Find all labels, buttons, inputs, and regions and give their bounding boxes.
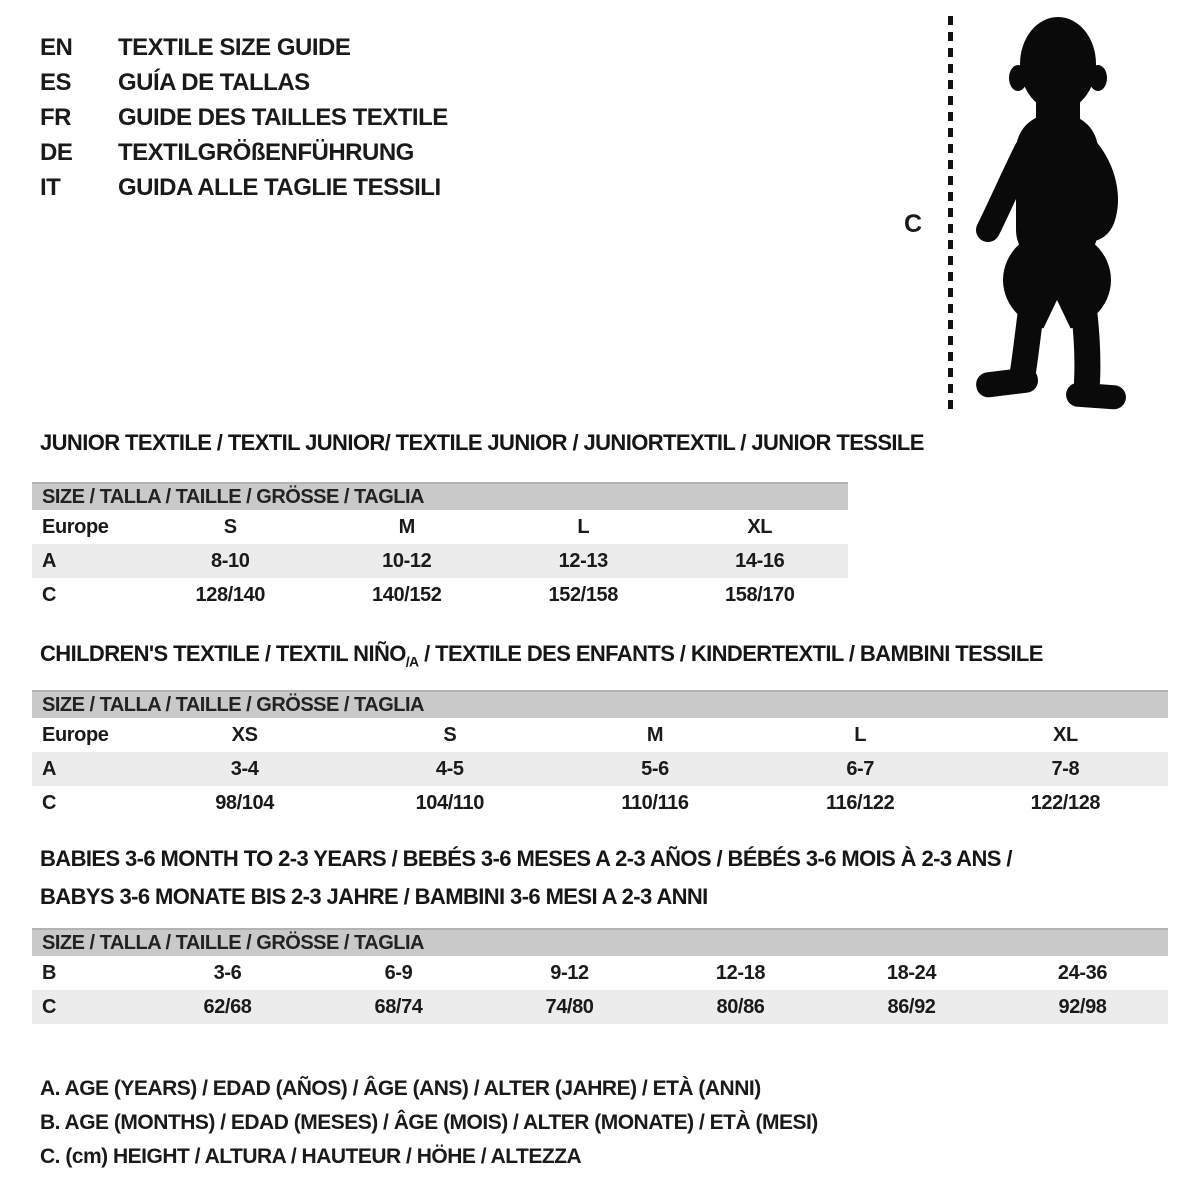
lang-code: IT (40, 173, 61, 201)
table-cell: 14-16 (735, 549, 785, 572)
table-cell: XL (747, 515, 773, 538)
table-cell: 18-24 (886, 961, 937, 984)
lang-label: GUIDE DES TAILLES TEXTILE (118, 103, 448, 131)
row-label: C (42, 791, 57, 814)
lang-label: TEXTILE SIZE GUIDE (118, 33, 351, 61)
table-cell: 68/74 (374, 995, 423, 1018)
table-cell: XL (1053, 723, 1078, 746)
table-row-europe (32, 718, 1168, 752)
table-cell: 116/122 (825, 791, 895, 814)
junior-section-title: JUNIOR TEXTILE / TEXTIL JUNIOR/ TEXTILE JUNIOR / JUNIORTEXTIL / JUNIOR TESSILE (40, 430, 924, 455)
lang-code: DE (40, 138, 73, 166)
table-cell: L (854, 723, 867, 746)
row-label: B (42, 961, 57, 984)
footnote-a: A. AGE (YEARS) / EDAD (AÑOS) / ÂGE (ANS) / ALTER (JAHRE) / ETÀ (ANNI) (40, 1077, 761, 1100)
table-cell: 122/128 (1030, 791, 1101, 814)
table-cell: 158/170 (725, 583, 795, 606)
table-cell: 3-4 (230, 757, 259, 780)
table-cell: 6-9 (384, 961, 413, 984)
table-cell: 86/92 (887, 995, 936, 1018)
lang-row-en (40, 30, 448, 65)
table-cell: 10-12 (382, 549, 432, 572)
table-cell: 12-13 (558, 549, 608, 572)
footnote-legend (40, 1072, 818, 1174)
table-cell: 12-18 (715, 961, 766, 984)
table-cell: 104/110 (415, 791, 484, 814)
babies-section-title-line2: BABYS 3-6 MONATE BIS 2-3 JAHRE / BAMBINI 3-6 MESI A 2-3 ANNI (40, 884, 708, 909)
table-cell: 4-5 (435, 757, 464, 780)
row-label: Europe (42, 515, 109, 538)
table-cell: 5-6 (641, 757, 669, 780)
table-cell: 128/140 (195, 583, 265, 606)
row-label: C (42, 583, 57, 606)
table-cell: 98/104 (215, 791, 274, 814)
measure-label-c: C (904, 210, 923, 238)
table-cell: 80/86 (716, 995, 765, 1018)
table-cell: 92/98 (1058, 995, 1107, 1018)
size-header-band: SIZE / TALLA / TAILLE / GRÖSSE / TAGLIA (32, 928, 1168, 956)
lang-row-fr (40, 100, 448, 135)
table-cell: S (443, 723, 457, 746)
junior-size-table (32, 482, 848, 612)
babies-section-title-line1: BABIES 3-6 MONTH TO 2-3 YEARS / BEBÉS 3-6 MESES A 2-3 AÑOS / BÉBÉS 3-6 MOIS À 2-3 ANS / (40, 846, 1012, 871)
table-cell: 140/152 (372, 583, 442, 606)
lang-label: GUIDA ALLE TAGLIE TESSILI (118, 173, 441, 201)
children-section-title (40, 641, 1043, 669)
table-row-c (32, 786, 1168, 820)
table-cell: 62/68 (203, 995, 252, 1018)
lang-row-es (40, 65, 448, 100)
table-row-c (32, 578, 848, 612)
size-header-band: SIZE / TALLA / TAILLE / GRÖSSE / TAGLIA (32, 690, 1168, 718)
table-cell: 152/158 (548, 583, 618, 606)
size-header-band: SIZE / TALLA / TAILLE / GRÖSSE / TAGLIA (32, 482, 848, 510)
lang-code: ES (40, 68, 72, 96)
table-cell: L (577, 515, 590, 538)
language-legend (40, 30, 448, 205)
table-cell: 7-8 (1051, 757, 1080, 780)
table-row-c (32, 990, 1168, 1024)
table-row-b (32, 956, 1168, 990)
baby-silhouette-icon (972, 12, 1140, 416)
children-title-suffix: / TEXTILE DES ENFANTS / KINDERTEXTIL / BAMBINI TESSILE (418, 641, 1043, 666)
footnote-b: B. AGE (MONTHS) / EDAD (MESES) / ÂGE (MOIS) / ALTER (MONATE) / ETÀ (MESI) (40, 1111, 818, 1134)
table-row-europe (32, 510, 848, 544)
footnote-c: C. (cm) HEIGHT / ALTURA / HAUTEUR / HÖHE / ALTEZZA (40, 1145, 582, 1168)
table-cell: 8-10 (211, 549, 250, 572)
row-label: A (42, 757, 57, 780)
lang-label: TEXTILGRÖßENFÜHRUNG (118, 138, 414, 166)
babies-size-table (32, 928, 1168, 1024)
table-cell: M (646, 723, 664, 746)
table-cell: M (398, 515, 415, 538)
table-cell: 110/116 (621, 791, 689, 814)
table-cell: 24-36 (1057, 961, 1108, 984)
table-cell: S (223, 515, 237, 538)
row-label: C (42, 995, 57, 1018)
table-row-a (32, 752, 1168, 786)
children-size-table (32, 690, 1168, 820)
table-cell: 3-6 (213, 961, 242, 984)
row-label: A (42, 549, 57, 572)
children-title-sub: /A (405, 653, 419, 670)
table-cell: 74/80 (545, 995, 594, 1018)
lang-row-de (40, 135, 448, 170)
lang-code: EN (40, 33, 73, 61)
table-cell: 6-7 (846, 757, 875, 780)
row-label: Europe (42, 723, 109, 746)
lang-label: GUÍA DE TALLAS (118, 68, 310, 96)
lang-row-it (40, 170, 448, 205)
table-row-a (32, 544, 848, 578)
height-measure-dashed-line (948, 16, 953, 416)
lang-code: FR (40, 103, 71, 131)
children-title-prefix: CHILDREN'S TEXTILE / TEXTIL NIÑO (40, 641, 406, 666)
table-cell: XS (231, 723, 258, 746)
table-cell: 9-12 (550, 961, 589, 984)
